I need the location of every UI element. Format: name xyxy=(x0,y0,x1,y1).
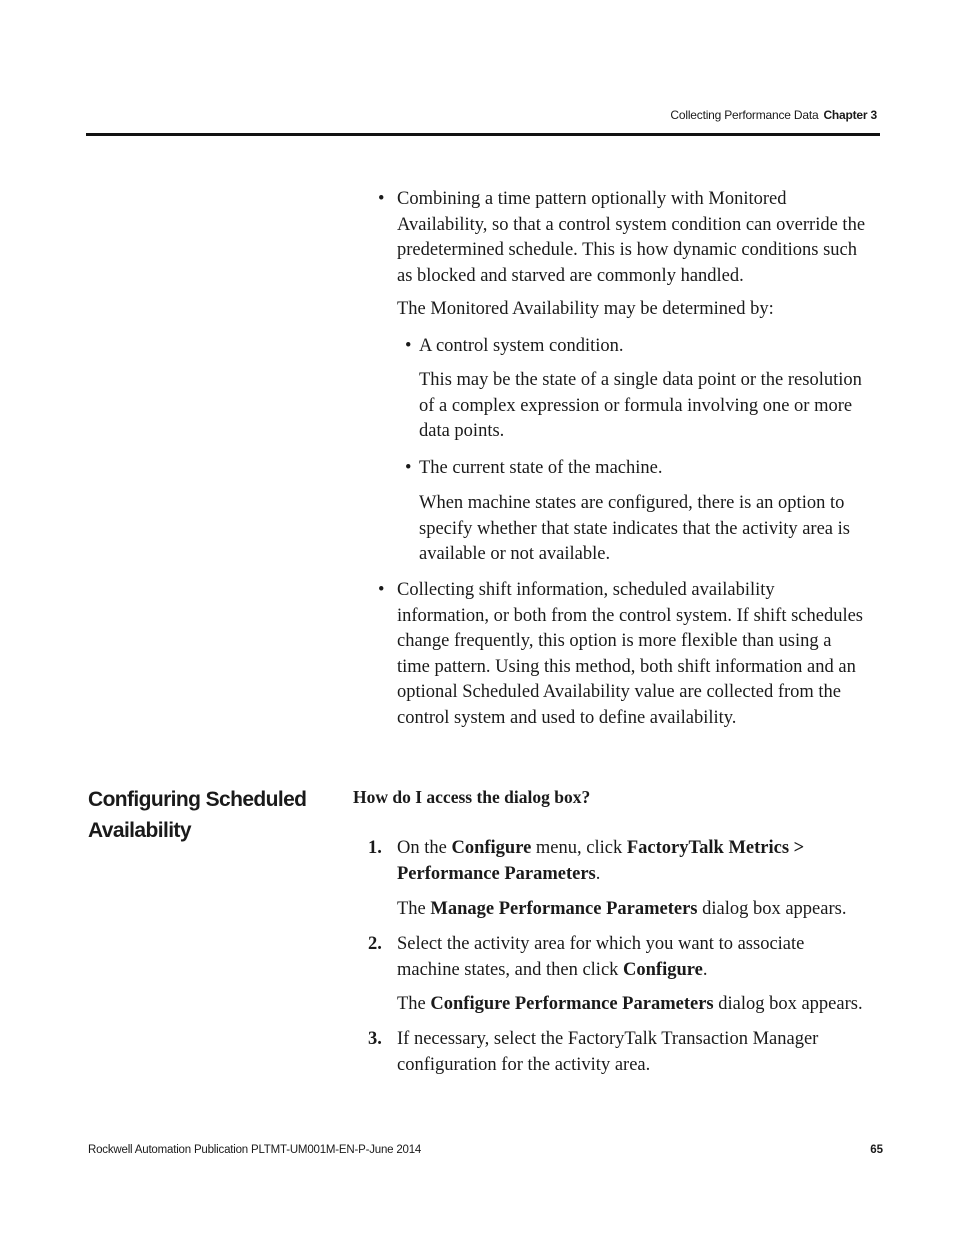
dialog-name: Manage Performance Parameters xyxy=(430,899,698,919)
step-text-part: dialog box appears. xyxy=(713,994,863,1014)
header-rule xyxy=(86,133,880,136)
step-text-part: dialog box appears. xyxy=(697,899,847,919)
sub-bullet-description: This may be the state of a single data point or the resolution of a complex expression or formula involving one or more data points. xyxy=(419,370,862,441)
sub-bullet-item: The current state of the machine. xyxy=(419,458,663,478)
button-name: Configure xyxy=(623,959,703,980)
running-header xyxy=(670,108,877,122)
step-text xyxy=(397,836,837,887)
step-number: 1. xyxy=(368,838,382,858)
sub-bullet-item: A control system condition. xyxy=(419,336,624,356)
step-text: If necessary, select the FactoryTalk Transaction Manager configuration for the activity area. xyxy=(397,1029,819,1075)
step-text-part: On the xyxy=(397,838,452,858)
step-text-part: The xyxy=(397,994,431,1014)
header-chapter: Chapter 3 xyxy=(823,108,877,122)
bullet-marker: • xyxy=(378,580,385,600)
step-text xyxy=(397,932,837,983)
sub-bullet-marker: • xyxy=(405,458,412,478)
header-section-title: Collecting Performance Data xyxy=(670,108,819,122)
step-text-part: menu, click xyxy=(531,838,627,858)
footer-publication: Rockwell Automation Publication PLTMT-UM001M-EN-P-June 2014 xyxy=(88,1144,422,1156)
paragraph: The Monitored Availability may be determined by: xyxy=(397,299,774,319)
page-number: 65 xyxy=(870,1144,883,1156)
dialog-name: Configure Performance Parameters xyxy=(430,994,714,1014)
step-result xyxy=(397,992,877,1018)
step-result xyxy=(397,897,877,923)
step-number: 2. xyxy=(368,934,382,954)
bullet-marker: • xyxy=(378,189,385,209)
step-text-part: The xyxy=(397,899,431,919)
sub-bullet-marker: • xyxy=(405,336,412,356)
step-text-part: . xyxy=(702,959,708,980)
bullet-item: Collecting shift information, scheduled availability information, or both from the control system. If shift schedules change frequently, this option is more flexible than using a time pattern. Using this method, both shift information and an optional Scheduled Availability value are collected from the control system and used to define availability. xyxy=(397,580,864,728)
menu-name: Configure xyxy=(451,838,532,858)
step-text-part: Select the activity area for which you want to associate machine states, and then click xyxy=(397,934,805,980)
bullet-item: Combining a time pattern optionally with Monitored Availability, so that a control system condition can override the predetermined schedule. This is how dynamic conditions such as blocked and starved are commonly handled. xyxy=(397,189,866,286)
sub-bullet-description: When machine states are configured, there is an option to specify whether that state indicates that the activity area is available or not available. xyxy=(419,493,850,564)
menu-path: FactoryTalk Metrics > Performance Parameters xyxy=(397,838,805,884)
subheading: How do I access the dialog box? xyxy=(353,787,591,807)
section-heading: Configuring Scheduled Availability xyxy=(88,788,307,842)
step-number: 3. xyxy=(368,1029,382,1049)
step-text-part: . xyxy=(595,863,601,884)
